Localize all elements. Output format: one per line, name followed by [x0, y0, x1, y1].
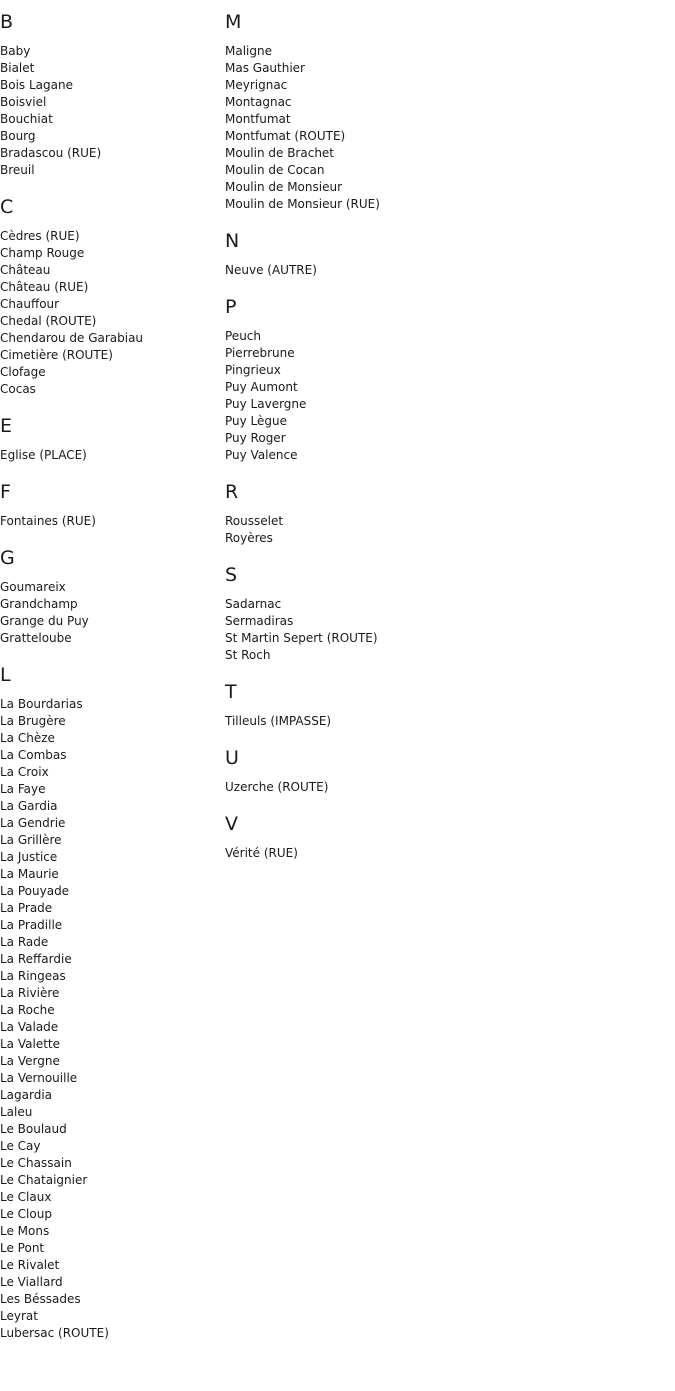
- street-list: [0, 43, 220, 179]
- street-link[interactable]: La Vernouille: [0, 1071, 78, 1085]
- street-link[interactable]: La Croix: [0, 765, 49, 779]
- street-link[interactable]: Royères: [225, 531, 273, 545]
- street-list: [0, 228, 220, 398]
- street-link[interactable]: Rousselet: [225, 514, 284, 528]
- list-item: [0, 815, 220, 832]
- list-item: [0, 630, 220, 647]
- list-item: [225, 145, 445, 162]
- letter-heading: B: [0, 11, 14, 33]
- street-link[interactable]: Baby: [0, 44, 31, 58]
- letter-heading: F: [0, 481, 11, 503]
- list-item: [225, 613, 445, 630]
- street-link[interactable]: La Valette: [0, 1037, 60, 1051]
- street-link[interactable]: La Bourdarias: [0, 697, 83, 711]
- list-item: [225, 94, 445, 111]
- list-item: [225, 128, 445, 145]
- list-item: [0, 1274, 220, 1291]
- list-item: [0, 1138, 220, 1155]
- letter-heading: L: [0, 664, 11, 686]
- street-link[interactable]: Moulin de Brachet: [225, 146, 335, 160]
- list-item: [0, 1223, 220, 1240]
- street-index-column-right: [225, 11, 445, 879]
- street-link[interactable]: Goumareix: [0, 580, 66, 594]
- street-link[interactable]: Le Cloup: [0, 1207, 52, 1221]
- list-item: [0, 228, 220, 245]
- list-item: [0, 883, 220, 900]
- list-item: [0, 381, 220, 398]
- list-item: [225, 362, 445, 379]
- letter-group: [225, 681, 445, 730]
- street-link[interactable]: Lagardia: [0, 1088, 53, 1102]
- street-link[interactable]: Les Béssades: [0, 1292, 81, 1306]
- list-item: [0, 279, 220, 296]
- list-item: [0, 145, 220, 162]
- list-item: [225, 596, 445, 613]
- street-link[interactable]: Montagnac: [225, 95, 292, 109]
- street-link[interactable]: Château: [0, 263, 51, 277]
- street-list: [225, 596, 445, 664]
- list-item: [0, 1121, 220, 1138]
- street-link[interactable]: Le Viallard: [0, 1275, 63, 1289]
- street-link[interactable]: La Rade: [0, 935, 49, 949]
- list-item: [0, 849, 220, 866]
- street-list: [225, 513, 445, 547]
- list-item: [0, 513, 220, 530]
- list-item: [225, 447, 445, 464]
- list-item: [225, 430, 445, 447]
- list-item: [0, 1155, 220, 1172]
- list-item: [225, 647, 445, 664]
- list-item: [225, 413, 445, 430]
- list-item: [225, 513, 445, 530]
- street-link[interactable]: La Faye: [0, 782, 46, 796]
- list-item: [0, 968, 220, 985]
- list-item: [0, 162, 220, 179]
- list-item: [0, 730, 220, 747]
- list-item: [225, 845, 445, 862]
- street-link[interactable]: Puy Aumont: [225, 380, 298, 394]
- list-item: [0, 347, 220, 364]
- list-item: [225, 345, 445, 362]
- list-item: [0, 1087, 220, 1104]
- street-link[interactable]: Le Mons: [0, 1224, 50, 1238]
- list-item: [0, 1240, 220, 1257]
- street-link[interactable]: Bois Lagane: [0, 78, 73, 92]
- letter-heading: E: [0, 415, 13, 437]
- list-item: [0, 1257, 220, 1274]
- letter-group: [225, 481, 445, 547]
- street-link[interactable]: Bialet: [0, 61, 35, 75]
- street-link[interactable]: Sermadiras: [225, 614, 294, 628]
- list-item: [0, 613, 220, 630]
- list-item: [225, 60, 445, 77]
- list-item: [0, 900, 220, 917]
- street-link[interactable]: Pierrebrune: [225, 346, 295, 360]
- letter-heading: V: [225, 813, 238, 835]
- list-item: [0, 77, 220, 94]
- list-item: [0, 985, 220, 1002]
- street-link[interactable]: Lubersac (ROUTE): [0, 1326, 109, 1340]
- street-link[interactable]: La Chèze: [0, 731, 55, 745]
- street-link[interactable]: Chauffour: [0, 297, 60, 311]
- list-item: [0, 364, 220, 381]
- letter-group: [225, 230, 445, 279]
- list-item: [0, 934, 220, 951]
- street-list: [225, 328, 445, 464]
- street-list: [0, 696, 220, 1342]
- street-link[interactable]: Le Boulaud: [0, 1122, 67, 1136]
- street-link[interactable]: La Pouyade: [0, 884, 70, 898]
- street-list: [225, 713, 445, 730]
- street-link[interactable]: Chendarou de Garabiau: [0, 331, 144, 345]
- street-link[interactable]: La Combas: [0, 748, 67, 762]
- street-link[interactable]: Cocas: [0, 382, 36, 396]
- street-link[interactable]: Le Cay: [0, 1139, 41, 1153]
- letter-group: [0, 481, 220, 530]
- street-link[interactable]: Sadarnac: [225, 597, 282, 611]
- letter-group: [0, 11, 220, 179]
- street-link[interactable]: La Reffardie: [0, 952, 72, 966]
- list-item: [0, 262, 220, 279]
- list-item: [0, 1308, 220, 1325]
- street-link[interactable]: St Roch: [225, 648, 271, 662]
- street-link[interactable]: Chedal (ROUTE): [0, 314, 97, 328]
- list-item: [225, 262, 445, 279]
- street-link[interactable]: Breuil: [0, 163, 35, 177]
- street-link[interactable]: La Gardia: [0, 799, 58, 813]
- list-item: [0, 128, 220, 145]
- list-item: [0, 1206, 220, 1223]
- street-link[interactable]: Uzerche (ROUTE): [225, 780, 329, 794]
- street-link[interactable]: La Pradille: [0, 918, 63, 932]
- list-item: [225, 396, 445, 413]
- street-link[interactable]: Bouchiat: [0, 112, 53, 126]
- list-item: [0, 1325, 220, 1342]
- list-item: [225, 111, 445, 128]
- list-item: [0, 1291, 220, 1308]
- letter-group: [225, 813, 445, 862]
- street-link[interactable]: Leyrat: [0, 1309, 38, 1323]
- street-list: [0, 579, 220, 647]
- list-item: [0, 696, 220, 713]
- letter-heading: S: [225, 564, 238, 586]
- street-link[interactable]: Neuve (AUTRE): [225, 263, 317, 277]
- letter-heading: C: [0, 196, 14, 218]
- street-link[interactable]: Château (RUE): [0, 280, 89, 294]
- street-link[interactable]: Mas Gauthier: [225, 61, 305, 75]
- list-item: [0, 43, 220, 60]
- letter-heading: G: [0, 547, 15, 569]
- letter-heading: R: [225, 481, 239, 503]
- list-item: [225, 77, 445, 94]
- list-item: [0, 832, 220, 849]
- list-item: [0, 330, 220, 347]
- street-link[interactable]: Cimetière (ROUTE): [0, 348, 113, 362]
- list-item: [0, 866, 220, 883]
- street-link[interactable]: Eglise (PLACE): [0, 448, 87, 462]
- list-item: [0, 747, 220, 764]
- street-link[interactable]: Le Chataignier: [0, 1173, 88, 1187]
- list-item: [225, 162, 445, 179]
- street-list: [0, 447, 220, 464]
- street-link[interactable]: Tilleuls (IMPASSE): [225, 714, 332, 728]
- list-item: [225, 196, 445, 213]
- street-link[interactable]: Grange du Puy: [0, 614, 89, 628]
- list-item: [225, 379, 445, 396]
- street-link[interactable]: Puy Lavergne: [225, 397, 307, 411]
- street-link[interactable]: Puy Roger: [225, 431, 286, 445]
- street-link[interactable]: Le Claux: [0, 1190, 52, 1204]
- letter-group: [225, 296, 445, 464]
- street-link[interactable]: Meyrignac: [225, 78, 288, 92]
- street-link[interactable]: La Vergne: [0, 1054, 60, 1068]
- street-link[interactable]: La Brugère: [0, 714, 66, 728]
- list-item: [0, 1053, 220, 1070]
- list-item: [0, 781, 220, 798]
- list-item: [0, 579, 220, 596]
- letter-group: [225, 747, 445, 796]
- list-item: [225, 328, 445, 345]
- list-item: [0, 447, 220, 464]
- street-link[interactable]: Cèdres (RUE): [0, 229, 80, 243]
- street-list: [225, 779, 445, 796]
- list-item: [225, 43, 445, 60]
- list-item: [0, 1036, 220, 1053]
- list-item: [0, 917, 220, 934]
- list-item: [225, 779, 445, 796]
- street-link[interactable]: La Ringeas: [0, 969, 66, 983]
- street-link[interactable]: Bradascou (RUE): [0, 146, 102, 160]
- list-item: [0, 1019, 220, 1036]
- street-link[interactable]: Laleu: [0, 1105, 33, 1119]
- list-item: [0, 596, 220, 613]
- list-item: [225, 713, 445, 730]
- street-link[interactable]: Moulin de Cocan: [225, 163, 325, 177]
- street-link[interactable]: Fontaines (RUE): [0, 514, 96, 528]
- list-item: [0, 245, 220, 262]
- list-item: [0, 764, 220, 781]
- street-link[interactable]: Moulin de Monsieur: [225, 180, 343, 194]
- street-list: [225, 262, 445, 279]
- street-link[interactable]: Montfumat: [225, 112, 291, 126]
- street-index-column-left: [0, 11, 220, 1359]
- street-link[interactable]: Pingrieux: [225, 363, 281, 377]
- letter-group: [225, 564, 445, 664]
- list-item: [225, 179, 445, 196]
- street-link[interactable]: Clofage: [0, 365, 46, 379]
- letter-heading: P: [225, 296, 237, 318]
- list-item: [225, 630, 445, 647]
- street-link[interactable]: Le Chassain: [0, 1156, 72, 1170]
- list-item: [0, 798, 220, 815]
- list-item: [0, 1189, 220, 1206]
- letter-heading: T: [225, 681, 237, 703]
- list-item: [0, 1104, 220, 1121]
- letter-heading: U: [225, 747, 239, 769]
- street-link[interactable]: St Martin Sepert (ROUTE): [225, 631, 378, 645]
- list-item: [225, 530, 445, 547]
- list-item: [0, 313, 220, 330]
- list-item: [0, 713, 220, 730]
- street-link[interactable]: Boisviel: [0, 95, 47, 109]
- letter-heading: M: [225, 11, 242, 33]
- street-link[interactable]: La Gendrie: [0, 816, 66, 830]
- list-item: [0, 1002, 220, 1019]
- street-link[interactable]: Bourg: [0, 129, 36, 143]
- street-link[interactable]: Maligne: [225, 44, 272, 58]
- street-link[interactable]: La Prade: [0, 901, 53, 915]
- letter-group: [0, 664, 220, 1342]
- street-link[interactable]: Grandchamp: [0, 597, 78, 611]
- street-link[interactable]: Champ Rouge: [0, 246, 85, 260]
- street-link[interactable]: Peuch: [225, 329, 261, 343]
- letter-group: [0, 196, 220, 398]
- street-list: [225, 43, 445, 213]
- list-item: [0, 60, 220, 77]
- list-item: [0, 94, 220, 111]
- list-item: [0, 1172, 220, 1189]
- letter-heading: N: [225, 230, 240, 252]
- list-item: [0, 951, 220, 968]
- list-item: [0, 296, 220, 313]
- street-link[interactable]: Le Pont: [0, 1241, 45, 1255]
- street-link[interactable]: La Roche: [0, 1003, 55, 1017]
- street-list: [225, 845, 445, 862]
- letter-group: [0, 415, 220, 464]
- street-link[interactable]: Vérité (RUE): [225, 846, 298, 860]
- street-link[interactable]: Gratteloube: [0, 631, 72, 645]
- street-link[interactable]: Moulin de Monsieur (RUE): [225, 197, 380, 211]
- street-link[interactable]: Le Rivalet: [0, 1258, 60, 1272]
- street-link[interactable]: La Maurie: [0, 867, 59, 881]
- list-item: [0, 111, 220, 128]
- street-link[interactable]: Montfumat (ROUTE): [225, 129, 346, 143]
- street-list: [0, 513, 220, 530]
- street-link[interactable]: La Grillère: [0, 833, 62, 847]
- list-item: [0, 1070, 220, 1087]
- street-link[interactable]: La Rivière: [0, 986, 60, 1000]
- street-link[interactable]: La Justice: [0, 850, 58, 864]
- street-link[interactable]: La Valade: [0, 1020, 59, 1034]
- letter-group: [0, 547, 220, 647]
- street-link[interactable]: Puy Lègue: [225, 414, 288, 428]
- letter-group: [225, 11, 445, 213]
- street-link[interactable]: Puy Valence: [225, 448, 298, 462]
